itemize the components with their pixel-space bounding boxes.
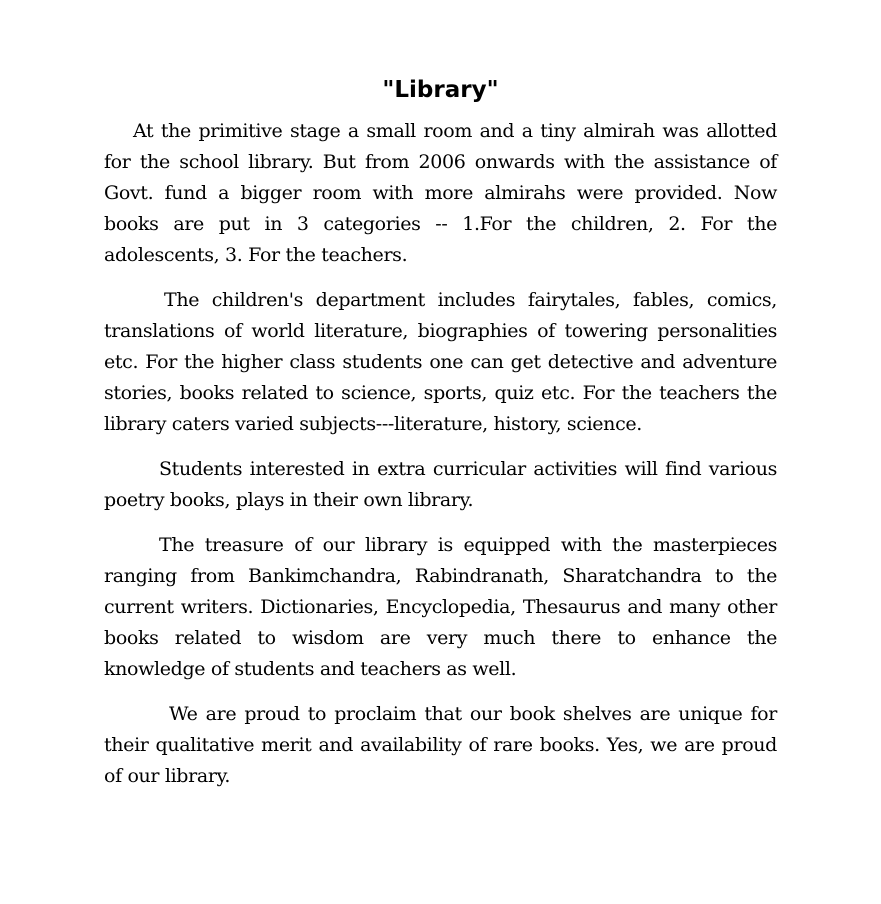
- paragraph-library-history: At the primitive stage a small room and a tiny almirah was allotted for the school library. But from 2006 onwards with the assistance of Govt. fund a bigger room with more almirahs were provided. Now books are put in 3 categories -- 1.For the children, 2. For the adolescents, 3. For the teachers.: [104, 120, 777, 266]
- paragraph-children-department: The children's department includes fairytales, fables, comics, translations of world literature, biographies of towering personalities etc. For the higher class students one can get detective and adventure stories, books related to science, sports, quiz etc. For the teachers the library caters varied subjects---literature, history, science.: [104, 289, 777, 435]
- paragraph-treasure: The treasure of our library is equipped with the masterpieces ranging from Bankimchandra, Rabindranath, Sharatchandra to the current writers. Dictionaries, Encyclopedia, Thesaurus and many other books related to wisdom are very much there to enhance the knowledge of students and teachers as well.: [104, 534, 777, 680]
- paragraph-extra-curricular: Students interested in extra curricular activities will find various poetry books, plays in their own library.: [104, 458, 777, 511]
- document-page: [104, 72, 777, 806]
- document-title: "Library": [382, 77, 499, 103]
- paragraph-pride: We are proud to proclaim that our book shelves are unique for their qualitative merit and availability of rare books. Yes, we are proud of our library.: [104, 703, 777, 787]
